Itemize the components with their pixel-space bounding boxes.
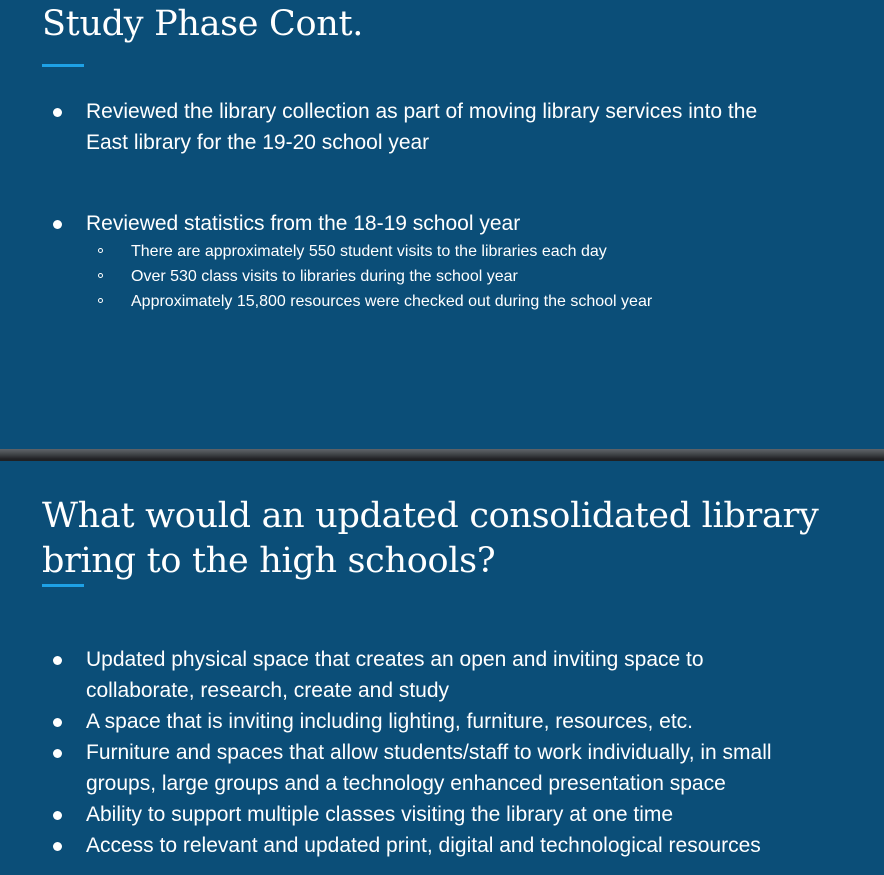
slide-consolidated-library — [0, 461, 884, 875]
bullet-item — [0, 644, 884, 706]
bullet-dot-icon — [53, 656, 62, 665]
bullet-item — [0, 830, 884, 861]
bullet-item — [0, 208, 884, 239]
title-accent-bar — [42, 584, 84, 587]
bullet-line: A space that is inviting including lighting, furniture, resources, etc. — [86, 710, 693, 733]
bullet-line: Access to relevant and updated print, digital and technological resources — [86, 834, 761, 857]
bullet-dot-icon — [53, 842, 62, 851]
bullet-line: groups, large groups and a technology enhanced presentation space — [86, 772, 726, 795]
hollow-bullet-icon — [98, 273, 103, 278]
sub-bullet-item — [0, 264, 884, 289]
bullet-line: Furniture and spaces that allow students/staff to work individually, in small — [86, 741, 772, 764]
bullet-dot-icon — [53, 811, 62, 820]
bullet-list — [0, 644, 884, 861]
sub-bullet-text: Approximately 15,800 resources were checked out during the school year — [131, 293, 653, 310]
bullet-line: Reviewed the library collection as part of moving library services into the — [86, 100, 758, 123]
bullet-line: Reviewed statistics from the 18-19 school year — [86, 212, 521, 235]
bullet-line: Ability to support multiple classes visiting the library at one time — [86, 803, 674, 826]
slide-title — [42, 494, 862, 584]
bullet-line: collaborate, research, create and study — [86, 679, 450, 702]
title-accent-bar — [42, 64, 84, 67]
bullet-item — [0, 737, 884, 799]
bullet-dot-icon — [53, 718, 62, 727]
sub-bullet-text: Over 530 class visits to libraries during the school year — [131, 268, 518, 285]
title-line: What would an updated consolidated library — [42, 496, 819, 536]
sub-bullet-item — [0, 289, 884, 314]
sub-bullet-item — [0, 239, 884, 264]
bullet-item — [0, 706, 884, 737]
hollow-bullet-icon — [98, 248, 103, 253]
bullet-item — [0, 799, 884, 830]
bullet-item — [0, 96, 884, 158]
bullet-list — [0, 96, 884, 314]
bullet-dot-icon — [53, 220, 62, 229]
sub-bullet-text: There are approximately 550 student visits to the libraries each day — [131, 243, 607, 260]
hollow-bullet-icon — [98, 298, 103, 303]
bullet-line: East library for the 19-20 school year — [86, 131, 430, 154]
bullet-dot-icon — [53, 749, 62, 758]
title-line: bring to the high schools? — [42, 541, 496, 581]
bullet-dot-icon — [53, 108, 62, 117]
bullet-line: Updated physical space that creates an open and inviting space to — [86, 648, 704, 671]
slide-divider — [0, 449, 884, 461]
slide-title: Study Phase Cont. — [42, 4, 364, 44]
